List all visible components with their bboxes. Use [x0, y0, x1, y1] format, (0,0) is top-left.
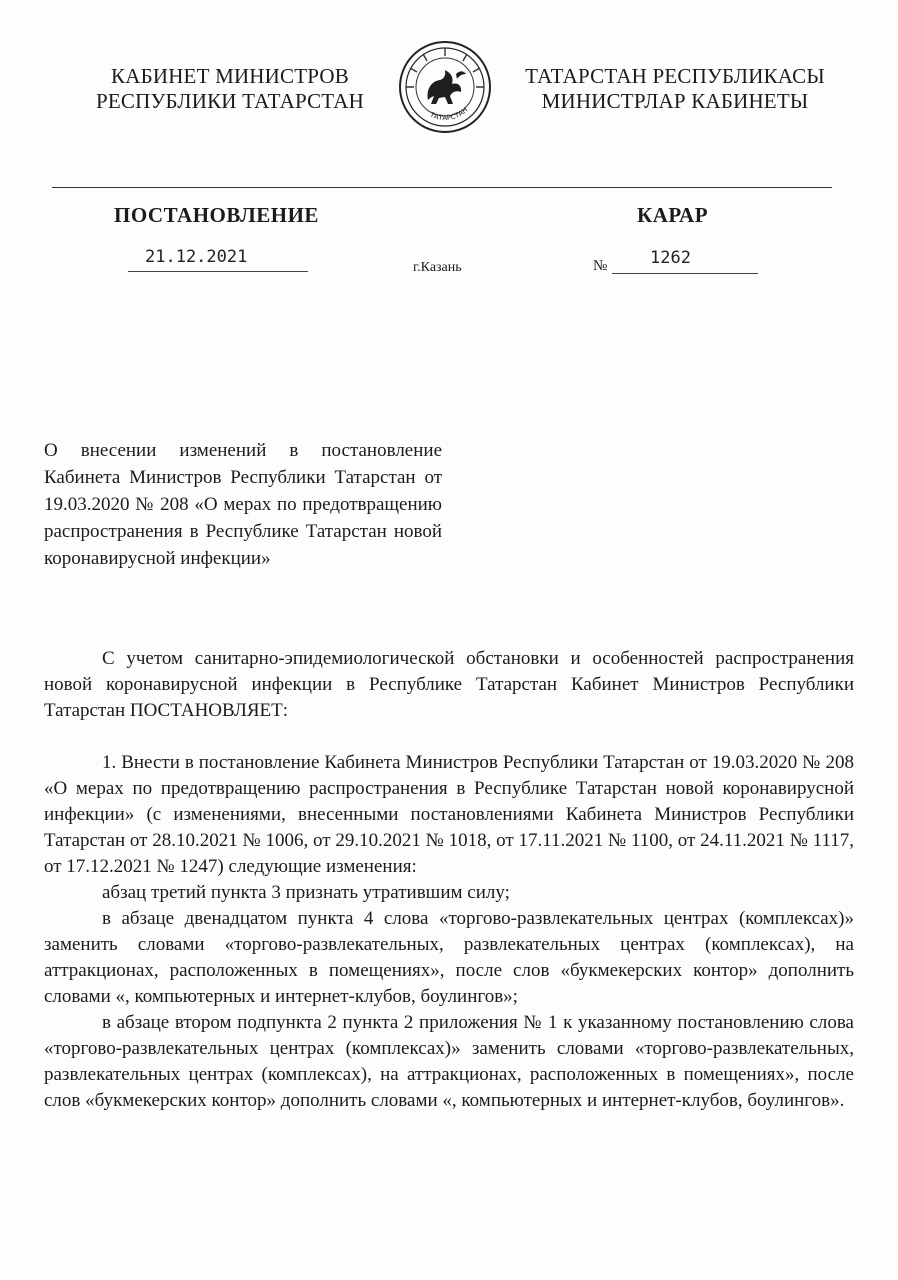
- document-city: г.Казань: [413, 260, 462, 275]
- emblem-caption: ТАТАРСТАН: [428, 105, 470, 123]
- svg-text:ТАТАРСТАН: [428, 106, 470, 122]
- header-divider: [52, 187, 832, 188]
- date-underline: [128, 271, 308, 272]
- amendment-paragraph: абзац третий пункта 3 признать утратившим силу;: [102, 882, 510, 903]
- number-underline: [612, 273, 758, 274]
- organization-name-russian: [60, 64, 400, 114]
- preamble-paragraph: С учетом санитарно-эпидемиологической обстановки и особенностей распространения новой коронавирусной инфекции в Республике Татарстан Кабинет Министров Республики Татарстан ПОСТАНОВЛЯЕТ:: [44, 648, 854, 721]
- document-subject: О внесении изменений в постановление Кабинета Министров Республики Татарстан от 19.03.2020 № 208 «О мерах по предотвращению распространения в Республике Татарстан новой коронавирусной инфекции»: [44, 440, 442, 569]
- number-sign: №: [593, 258, 608, 274]
- org-left-line2: РЕСПУБЛИКИ ТАТАРСТАН: [95, 89, 365, 113]
- amendment-paragraph: в абзаце двенадцатом пункта 4 слова «торгово-развлекательных центрах (комплексах)» заменить словами «торгово-развлекательных, развлекательных центрах (комплексах), на аттракционах, расположенных в помещениях», после слов «букмекерских контор» дополнить словами «, компьютерных и интернет-клубов, боулингов»;: [44, 908, 854, 1007]
- amendment-paragraph: в абзаце втором подпункта 2 пункта 2 приложения № 1 к указанному постановлению слова «торгово-развлекательных центрах (комплексах)» заменить словами «торгово-развлекательных, развлекательных центрах (комплексах), на аттракционах, расположенных в помещениях», после слов «букмекерских контор» дополнить словами «, компьютерных и интернет-клубов, боулингов».: [44, 1012, 854, 1111]
- document-type-russian: ПОСТАНОВЛЕНИЕ: [114, 203, 319, 227]
- clause-1-paragraph: 1. Внести в постановление Кабинета Министров Республики Татарстан от 19.03.2020 № 208 «О мерах по предотвращению распространения в Республике Татарстан новой коронавирусной инфекции» (с изменениями, внесенными постановлениями Кабинета Министров Республики Татарстан от 28.10.2021 № 1006, от 29.10.2021 № 1018, от 17.11.2021 № 1100, от 24.11.2021 № 1117, от 17.12.2021 № 1247) следующие изменения:: [44, 752, 854, 877]
- document-date: 21.12.2021: [145, 247, 248, 267]
- organization-name-tatar: [505, 64, 845, 114]
- document-number: 1262: [650, 248, 691, 268]
- org-left-line1: КАБИНЕТ МИНИСТРОВ: [111, 64, 349, 88]
- document-type-tatar: КАРАР: [637, 203, 709, 227]
- org-right-line1: ТАТАРСТАН РЕСПУБЛИКАСЫ: [525, 64, 825, 88]
- document-body: [44, 646, 854, 1114]
- org-right-line2: МИНИСТРЛАР КАБИНЕТЫ: [541, 89, 809, 113]
- tatarstan-coat-of-arms-icon: [398, 40, 492, 134]
